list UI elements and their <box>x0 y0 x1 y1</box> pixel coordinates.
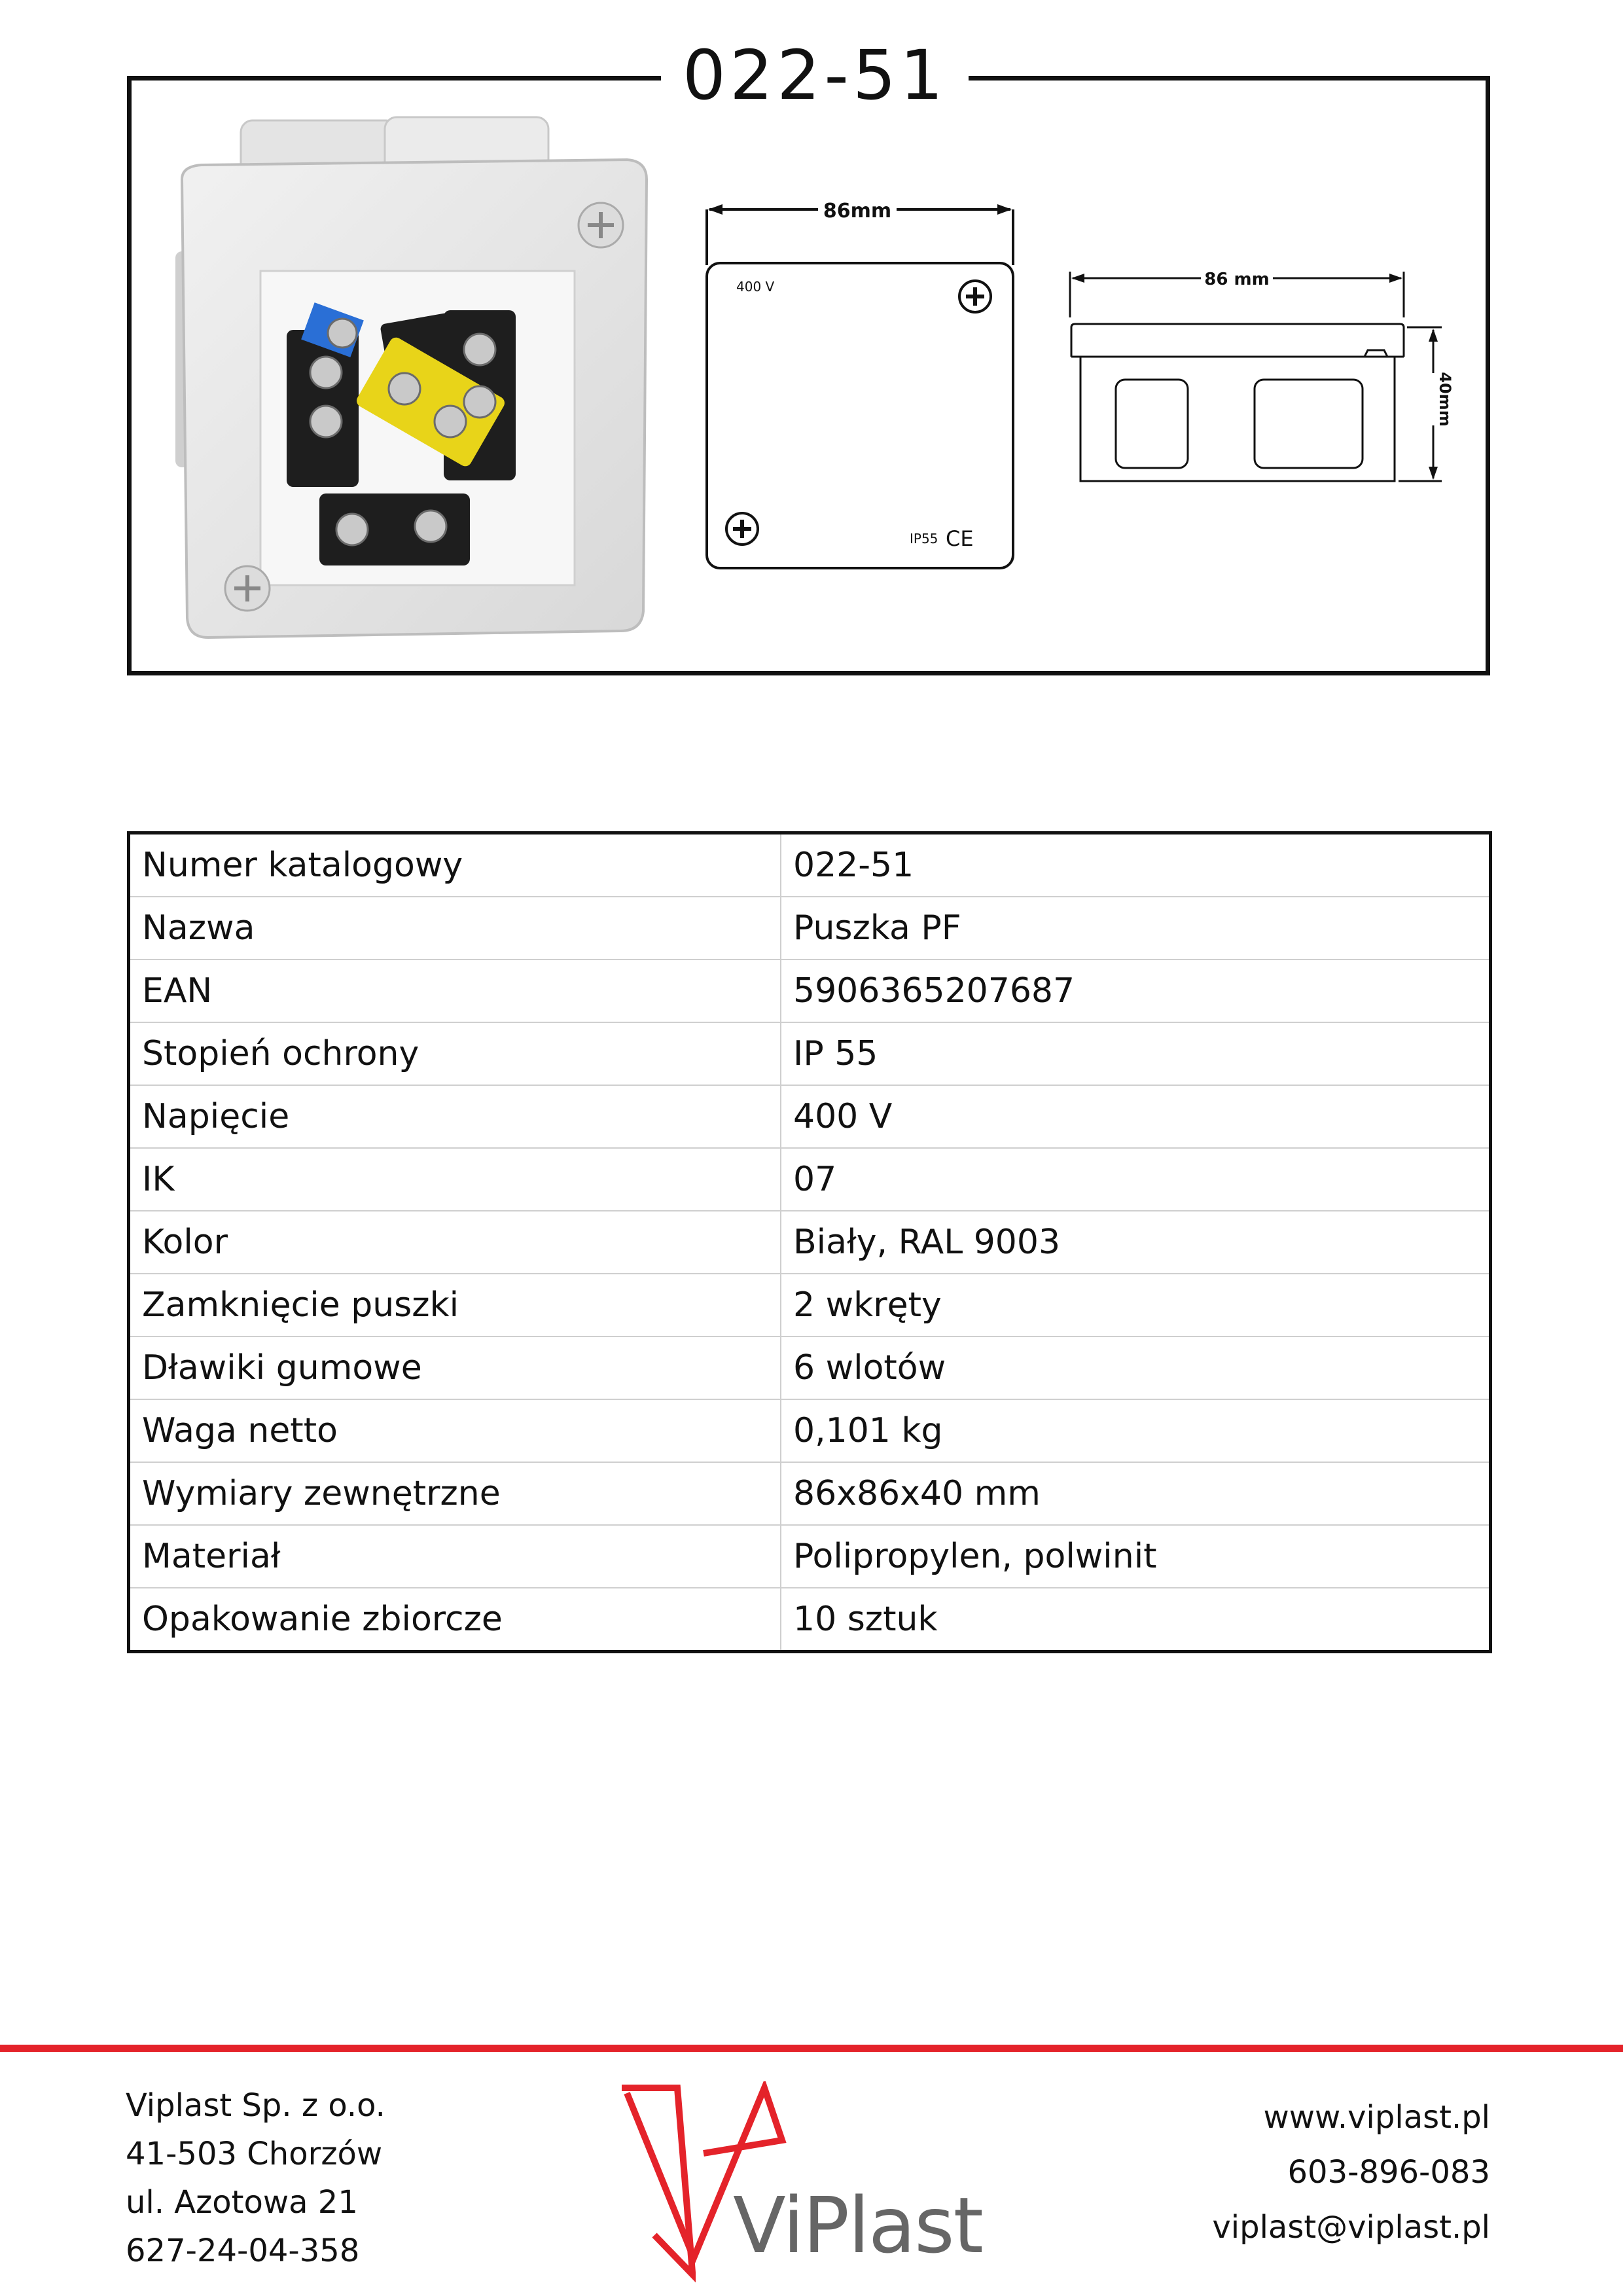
website-link[interactable]: www.viplast.pl <box>1263 2099 1490 2136</box>
table-row <box>129 1211 1491 1274</box>
page-title: 022-51 <box>682 35 948 115</box>
spec-value: 86x86x40 mm <box>781 1462 1491 1525</box>
screw-icon <box>726 513 758 545</box>
company-phone: 627-24-04-358 <box>126 2233 360 2269</box>
table-row <box>129 1399 1491 1462</box>
spec-key: Wymiary zewnętrzne <box>129 1462 781 1525</box>
table-row <box>129 897 1491 960</box>
spec-value: 400 V <box>781 1085 1491 1148</box>
title-container <box>661 26 969 124</box>
company-address <box>126 2081 385 2275</box>
spec-value: 6 wlotów <box>781 1336 1491 1399</box>
side-width-label: 86 mm <box>1204 270 1270 289</box>
spec-key: Zamknięcie puszki <box>129 1274 781 1336</box>
table-row <box>129 1336 1491 1399</box>
product-photo <box>169 114 666 644</box>
spec-value: 022-51 <box>781 833 1491 897</box>
spec-value: Polipropylen, polwinit <box>781 1525 1491 1588</box>
company-street: ul. Azotowa 21 <box>126 2184 358 2221</box>
side-height-label: 40mm <box>1436 372 1454 427</box>
screw-icon <box>959 281 991 312</box>
spec-value: Biały, RAL 9003 <box>781 1211 1491 1274</box>
front-width-label: 86mm <box>823 200 892 223</box>
table-row <box>129 1022 1491 1085</box>
spec-value: 07 <box>781 1148 1491 1211</box>
email-link[interactable]: viplast@viplast.pl <box>1212 2209 1490 2246</box>
front-view-drawing <box>700 190 1041 583</box>
ce-marking: CE <box>946 526 974 551</box>
spec-key: Napięcie <box>129 1085 781 1148</box>
spec-key: Stopień ochrony <box>129 1022 781 1085</box>
side-view-drawing <box>1063 262 1469 497</box>
spec-key: Opakowanie zbiorcze <box>129 1588 781 1652</box>
specifications-table <box>127 831 1492 1653</box>
spec-value: 5906365207687 <box>781 960 1491 1022</box>
company-name: Viplast Sp. z o.o. <box>126 2087 385 2124</box>
spec-key: Nazwa <box>129 897 781 960</box>
spec-key: Materiał <box>129 1525 781 1588</box>
spec-value: 10 sztuk <box>781 1588 1491 1652</box>
footer-divider <box>0 2045 1623 2052</box>
table-row <box>129 833 1491 897</box>
company-city: 41-503 Chorzów <box>126 2136 383 2172</box>
spec-value: 0,101 kg <box>781 1399 1491 1462</box>
spec-key: Numer katalogowy <box>129 833 781 897</box>
spec-key: Dławiki gumowe <box>129 1336 781 1399</box>
table-row <box>129 1274 1491 1336</box>
spec-key: IK <box>129 1148 781 1211</box>
contact-info <box>1212 2090 1490 2255</box>
logo-wordmark: ViPlast <box>733 2180 982 2270</box>
table-row <box>129 1085 1491 1148</box>
voltage-marking: 400 V <box>736 279 775 295</box>
table-row <box>129 1588 1491 1652</box>
spec-value: Puszka PF <box>781 897 1491 960</box>
table-row <box>129 1462 1491 1525</box>
spec-key: Kolor <box>129 1211 781 1274</box>
spec-key: Waga netto <box>129 1399 781 1462</box>
ip-marking: IP55 <box>910 531 938 547</box>
table-row <box>129 960 1491 1022</box>
table-row <box>129 1148 1491 1211</box>
spec-key: EAN <box>129 960 781 1022</box>
spec-value: 2 wkręty <box>781 1274 1491 1336</box>
mobile-phone: 603-896-083 <box>1287 2154 1490 2191</box>
table-row <box>129 1525 1491 1588</box>
spec-value: IP 55 <box>781 1022 1491 1085</box>
